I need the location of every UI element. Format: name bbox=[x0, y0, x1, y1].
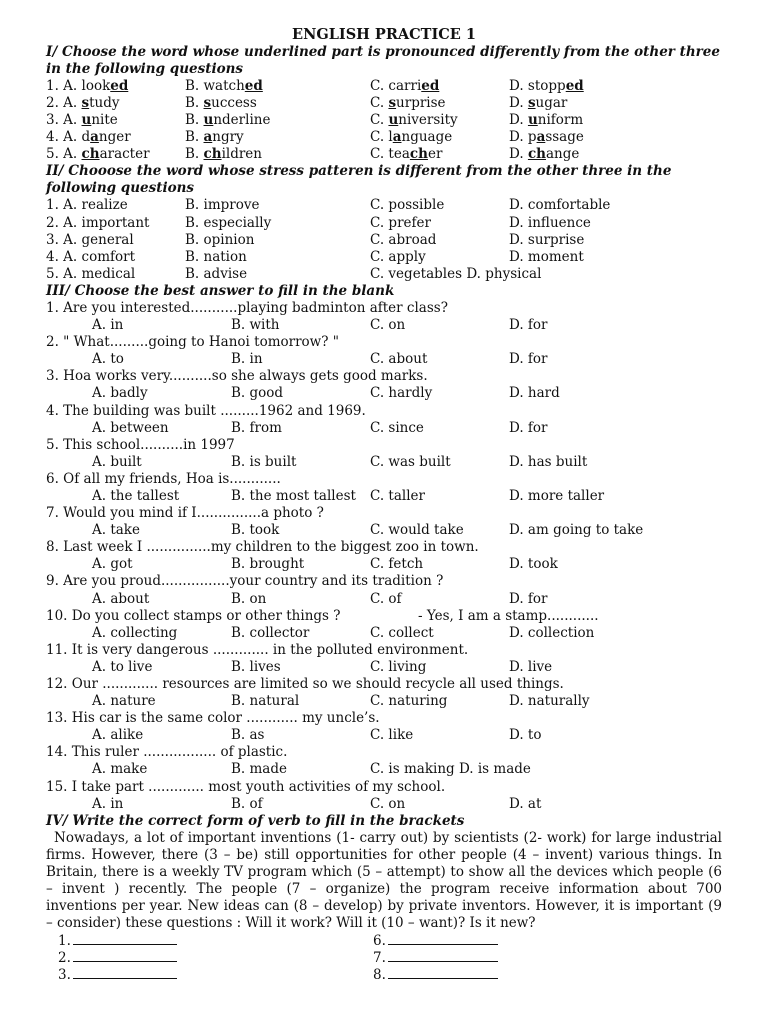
answer-option[interactable]: D. stopped bbox=[509, 78, 584, 94]
answer-option[interactable]: C. living bbox=[370, 658, 427, 675]
answer-option[interactable]: C. on bbox=[370, 795, 406, 812]
answer-option[interactable]: 3. A. general bbox=[46, 231, 134, 248]
answer-option[interactable]: B. success bbox=[185, 95, 257, 112]
question-text: 5. This school..........in 1997 bbox=[46, 436, 235, 453]
answer-option[interactable]: A. about bbox=[92, 590, 150, 607]
answer-option[interactable]: A. built bbox=[92, 453, 142, 470]
stress-row bbox=[46, 266, 722, 283]
answer-option[interactable]: B. of bbox=[231, 795, 263, 812]
question-text: 12. Our ............. resources are limited so we should recycle all used things. bbox=[46, 676, 564, 692]
answer-option[interactable]: D. comfortable bbox=[509, 197, 611, 214]
section-4-passage: Nowadays, a lot of important inventions (1- carry out) by scientists (2- work) for large industrial firms. However, there (3 – be) still opportunities for other people (4 – invent) various things. In Britain, there is a weekly TV program which (5 – attempt) to show all the devices which people (6 – invent ) recently. The people (7 – organize) the program receive information about 700 inventions per year. New ideas can (8 – develop) by private inventors. However, it is important (9 – consider) these questions : Will it work? Will it (10 – want)? Is it new? bbox=[46, 829, 722, 932]
answer-option[interactable]: C. is making D. is made bbox=[370, 761, 531, 778]
answer-option[interactable]: D. change bbox=[509, 146, 580, 163]
question-text: 7. Would you mind if I...............a photo ? bbox=[46, 505, 324, 522]
answer-option[interactable]: A. take bbox=[92, 522, 140, 539]
answer-option[interactable]: C. of bbox=[370, 590, 402, 607]
answer-option[interactable]: D. at bbox=[509, 795, 542, 812]
stress-row bbox=[46, 249, 722, 266]
answer-option[interactable]: B. good bbox=[231, 385, 284, 402]
answer-option[interactable]: B. took bbox=[231, 522, 280, 539]
question-options bbox=[46, 591, 722, 608]
answer-option[interactable]: C. was built bbox=[370, 453, 451, 470]
question-options bbox=[46, 693, 722, 710]
question-options bbox=[46, 420, 722, 437]
answer-option[interactable]: C. possible bbox=[370, 197, 445, 214]
answer-option[interactable]: 1. A. realize bbox=[46, 197, 128, 214]
answer-line[interactable]: 7. bbox=[373, 949, 498, 967]
answer-option[interactable]: D. for bbox=[509, 590, 548, 607]
answer-option[interactable]: A. to live bbox=[92, 658, 153, 675]
answer-option[interactable]: D. for bbox=[509, 317, 548, 334]
answer-option[interactable]: D. took bbox=[509, 556, 558, 573]
section-1-heading: I/ Choose the word whose underlined part is pronounced differently from the other three in the following questions bbox=[46, 44, 720, 77]
question-text: 8. Last week I ...............my children to the biggest zoo in town. bbox=[46, 539, 479, 556]
answer-option[interactable]: C. prefer bbox=[370, 214, 431, 231]
answer-option[interactable]: B. improve bbox=[185, 197, 260, 214]
answer-option[interactable]: A. got bbox=[92, 556, 133, 573]
section-1-rows bbox=[46, 78, 722, 163]
pronunciation-row bbox=[46, 78, 722, 95]
question-options bbox=[46, 556, 722, 573]
question-text: 13. His car is the same color ............ my uncle’s. bbox=[46, 710, 380, 727]
answer-option[interactable]: D. more taller bbox=[509, 487, 605, 504]
answer-blanks bbox=[46, 932, 722, 986]
page-title: ENGLISH PRACTICE 1 bbox=[292, 26, 476, 43]
answer-option[interactable]: D. naturally bbox=[509, 693, 590, 710]
pronunciation-row bbox=[46, 146, 722, 163]
answer-option[interactable]: D. hard bbox=[509, 385, 560, 402]
answer-option[interactable]: B. as bbox=[231, 727, 265, 744]
question-options bbox=[46, 522, 722, 539]
answer-option[interactable]: B. with bbox=[231, 317, 280, 334]
answer-option[interactable]: C. language bbox=[370, 129, 453, 146]
answer-option[interactable]: C. carried bbox=[370, 78, 440, 94]
answer-option[interactable]: C. since bbox=[370, 419, 424, 436]
question-text: 11. It is very dangerous ............. in the polluted environment. bbox=[46, 641, 469, 658]
answer-option[interactable]: B. angry bbox=[185, 129, 244, 146]
answer-option[interactable]: C. fetch bbox=[370, 556, 424, 573]
question-text: 4. The building was built .........1962 and 1969. bbox=[46, 402, 366, 419]
section-2-rows bbox=[46, 197, 722, 282]
question-options bbox=[46, 625, 722, 642]
answer-option[interactable]: B. from bbox=[231, 419, 282, 436]
answer-option[interactable]: B. natural bbox=[231, 693, 300, 710]
question-text: 10. Do you collect stamps or other things ? - Yes, I am a stamp............ bbox=[46, 607, 599, 624]
answer-option[interactable]: A. alike bbox=[92, 727, 144, 744]
answer-option[interactable]: A. between bbox=[92, 419, 169, 436]
question-options bbox=[46, 488, 722, 505]
question-text: 14. This ruler ................. of plastic. bbox=[46, 744, 288, 761]
answer-option[interactable]: C. teacher bbox=[370, 146, 443, 163]
answer-line[interactable]: 3. bbox=[58, 966, 177, 984]
answer-option[interactable]: B. underline bbox=[185, 112, 271, 129]
question-text: 2. " What.........going to Hanoi tomorrow? " bbox=[46, 334, 339, 351]
answer-line[interactable]: 6. bbox=[373, 932, 498, 950]
answer-option[interactable]: C. on bbox=[370, 317, 406, 334]
answer-option[interactable]: A. nature bbox=[92, 693, 156, 710]
section-2-heading: II/ Chooose the word whose stress patteren is different from the other three in the following questions bbox=[46, 163, 672, 197]
answer-option[interactable]: A. collecting bbox=[92, 624, 178, 641]
question-text: 3. Hoa works very..........so she always gets good marks. bbox=[46, 368, 428, 385]
answer-option[interactable]: A. make bbox=[92, 761, 148, 778]
section-4-heading: IV/ Write the correct form of verb to fill in the brackets bbox=[46, 812, 465, 829]
answer-option[interactable]: C. hardly bbox=[370, 385, 433, 402]
answer-option[interactable]: A. the tallest bbox=[92, 487, 180, 504]
answer-option[interactable]: D. moment bbox=[509, 248, 584, 265]
answer-option[interactable]: 2. A. important bbox=[46, 214, 150, 231]
question-options bbox=[46, 761, 722, 778]
answer-option[interactable]: C. about bbox=[370, 351, 428, 368]
answer-option[interactable]: C. like bbox=[370, 727, 414, 744]
answer-option[interactable]: C. abroad bbox=[370, 231, 437, 248]
answer-line[interactable]: 8. bbox=[373, 966, 498, 984]
answer-option[interactable]: C. apply bbox=[370, 248, 426, 265]
section-3-heading: III/ Choose the best answer to fill in the blank bbox=[46, 282, 395, 299]
pronunciation-row bbox=[46, 95, 722, 112]
answer-option[interactable]: B. on bbox=[231, 590, 267, 607]
question-options bbox=[46, 454, 722, 471]
answer-option[interactable]: D. surprise bbox=[509, 231, 585, 248]
question-text: 15. I take part ............. most youth activities of my school. bbox=[46, 778, 446, 795]
answer-option[interactable]: D. am going to take bbox=[509, 522, 644, 539]
section-3-questions bbox=[46, 300, 722, 813]
answer-option[interactable]: B. the most tallest bbox=[231, 487, 356, 504]
answer-option[interactable]: D. for bbox=[509, 351, 548, 368]
answer-option[interactable]: B. opinion bbox=[185, 231, 255, 248]
answer-option[interactable]: A. badly bbox=[92, 385, 148, 402]
answer-option[interactable]: C. would take bbox=[370, 522, 464, 539]
answer-option[interactable]: C. naturing bbox=[370, 693, 448, 710]
answer-option[interactable]: 2. A. study bbox=[46, 95, 120, 112]
answer-option[interactable]: B. lives bbox=[231, 658, 281, 675]
answer-option[interactable]: D. uniform bbox=[509, 112, 584, 129]
question-options bbox=[46, 659, 722, 676]
answer-option[interactable]: 5. A. character bbox=[46, 146, 150, 163]
answer-option[interactable]: D. has built bbox=[509, 453, 588, 470]
answer-option[interactable]: C. collect bbox=[370, 624, 434, 641]
stress-row bbox=[46, 197, 722, 214]
question-options bbox=[46, 727, 722, 744]
answer-option[interactable]: C. university bbox=[370, 112, 458, 129]
answer-option[interactable]: B. collector bbox=[231, 624, 310, 641]
answer-option[interactable]: 1. A. looked bbox=[46, 78, 129, 94]
answer-option[interactable]: D. for bbox=[509, 419, 548, 436]
answer-line[interactable]: 1. bbox=[58, 932, 177, 950]
answer-option[interactable]: A. in bbox=[92, 795, 124, 812]
pronunciation-row bbox=[46, 112, 722, 129]
answer-option[interactable]: B. nation bbox=[185, 248, 247, 265]
answer-option[interactable]: D. influence bbox=[509, 214, 591, 231]
question-options bbox=[46, 796, 722, 813]
question-options bbox=[46, 385, 722, 402]
pronunciation-row bbox=[46, 129, 722, 146]
answer-option[interactable]: C. taller bbox=[370, 487, 425, 504]
answer-option[interactable]: A. in bbox=[92, 317, 124, 334]
answer-option[interactable]: 4. A. comfort bbox=[46, 248, 135, 265]
answer-option[interactable]: C. surprise bbox=[370, 95, 446, 112]
answer-option[interactable]: D. collection bbox=[509, 624, 595, 641]
answer-option[interactable]: D. sugar bbox=[509, 95, 568, 112]
answer-option[interactable]: D. passage bbox=[509, 129, 584, 146]
question-options bbox=[46, 317, 722, 334]
answer-option[interactable]: B. brought bbox=[231, 556, 305, 573]
answer-option[interactable]: D. to bbox=[509, 727, 542, 744]
answer-option[interactable]: B. advise bbox=[185, 265, 248, 282]
answer-option[interactable]: B. children bbox=[185, 146, 262, 163]
question-text: 9. Are you proud................your country and its tradition ? bbox=[46, 573, 444, 590]
answer-option[interactable]: 3. A. unite bbox=[46, 112, 118, 129]
question-text: 1. Are you interested...........playing badminton after class? bbox=[46, 299, 448, 316]
answer-option[interactable]: A. to bbox=[92, 351, 124, 368]
stress-row bbox=[46, 215, 722, 232]
stress-row bbox=[46, 232, 722, 249]
answer-line[interactable]: 2. bbox=[58, 949, 177, 967]
answer-option[interactable]: 5. A. medical bbox=[46, 265, 136, 282]
answer-option[interactable]: C. vegetables D. physical bbox=[370, 265, 542, 282]
answer-option[interactable]: D. live bbox=[509, 658, 553, 675]
answer-option[interactable]: 4. A. danger bbox=[46, 129, 131, 146]
answer-option[interactable]: B. made bbox=[231, 761, 287, 778]
answer-option[interactable]: B. in bbox=[231, 351, 263, 368]
answer-option[interactable]: B. especially bbox=[185, 214, 272, 231]
answer-option[interactable]: B. is built bbox=[231, 453, 297, 470]
answer-option[interactable]: B. watched bbox=[185, 78, 263, 94]
question-options bbox=[46, 351, 722, 368]
question-text: 6. Of all my friends, Hoa is............ bbox=[46, 470, 281, 487]
